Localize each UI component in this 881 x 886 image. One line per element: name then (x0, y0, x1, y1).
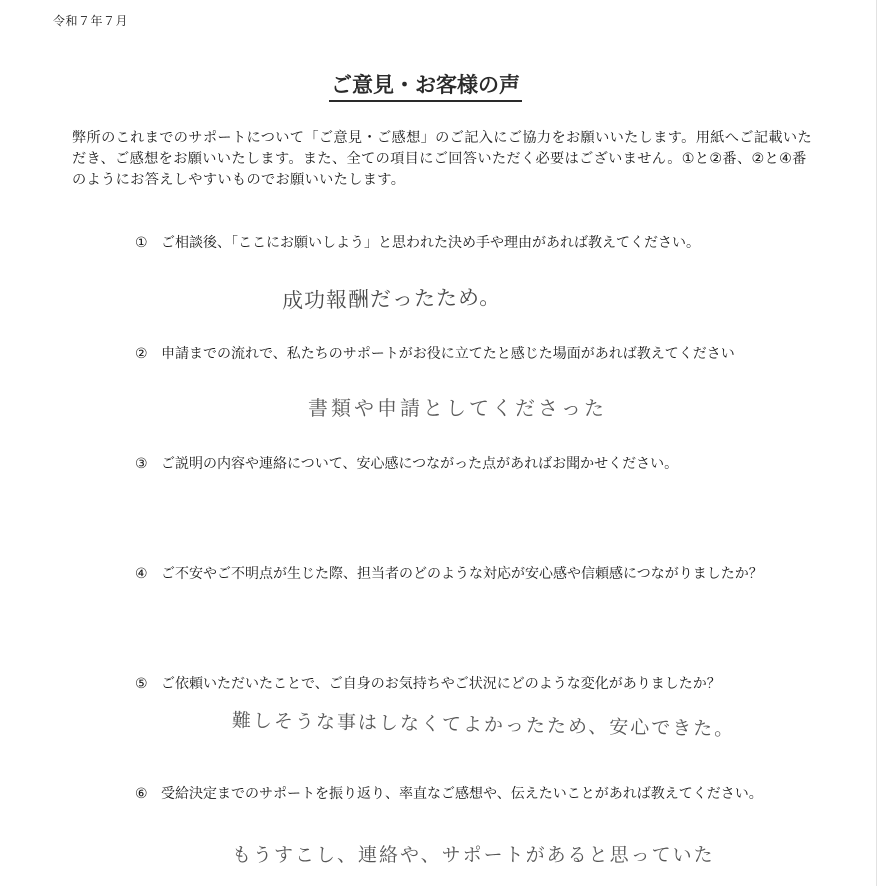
answer-2-handwritten: 書類や申請としてくださった (308, 396, 607, 420)
answer-6-handwritten: もうすこし、連絡や、サポートがあると思っていた (232, 844, 715, 866)
page-title (0, 70, 881, 102)
question-1-text: ご相談後、「ここにお願いしよう」と思われた決め手や理由があれば教えてください。 (161, 235, 700, 251)
question-4-number: ④ (135, 566, 148, 582)
page-edge (876, 0, 877, 886)
question-5 (135, 675, 835, 693)
intro-paragraph: 弊所のこれまでのサポートについて「ご意見・ご感想」のご記入にご協力をお願いいたします。用紙へご記載いただき、ご感想をお願いいたします。また、全ての項目にご回答いただく必要はございません。①と②番、②と④番のようにお答えしやすいものでお願いいたします。 (72, 130, 812, 188)
question-3-text: ご説明の内容や連絡について、安心感につながった点があればお聞かせください。 (161, 456, 679, 472)
question-5-text: ご依頼いただいたことで、ご自身のお気持ちやご状況にどのような変化がありましたか？ (161, 676, 721, 692)
question-5-number: ⑤ (135, 676, 148, 692)
question-6-text: 受給決定までのサポートを振り返り、率直なご感想や、伝えたいことがあれば教えてください。 (161, 786, 763, 802)
question-3-number: ③ (135, 456, 148, 472)
answer-1-handwritten: 成功報酬だったため。 (281, 285, 502, 313)
question-2-text: 申請までの流れで、私たちのサポートがお役に立てたと感じた場面があれば教えてください (161, 346, 735, 362)
question-1 (135, 234, 835, 252)
question-3 (135, 455, 835, 473)
question-4-text: ご不安やご不明点が生じた際、担当者のどのような対応が安心感や信頼感につながりましたか？ (161, 566, 763, 582)
question-2 (135, 345, 835, 363)
question-4 (135, 565, 835, 583)
answer-5-handwritten: 難しそうな事はしなくてよかったため、安心できた。 (231, 709, 736, 741)
question-6 (135, 785, 835, 803)
date-label: 令和７年７月 (53, 14, 129, 28)
page-title-text: ご意見・お客様の声 (329, 70, 522, 102)
question-1-number: ① (135, 235, 148, 251)
question-2-number: ② (135, 346, 148, 362)
question-6-number: ⑥ (135, 786, 148, 802)
